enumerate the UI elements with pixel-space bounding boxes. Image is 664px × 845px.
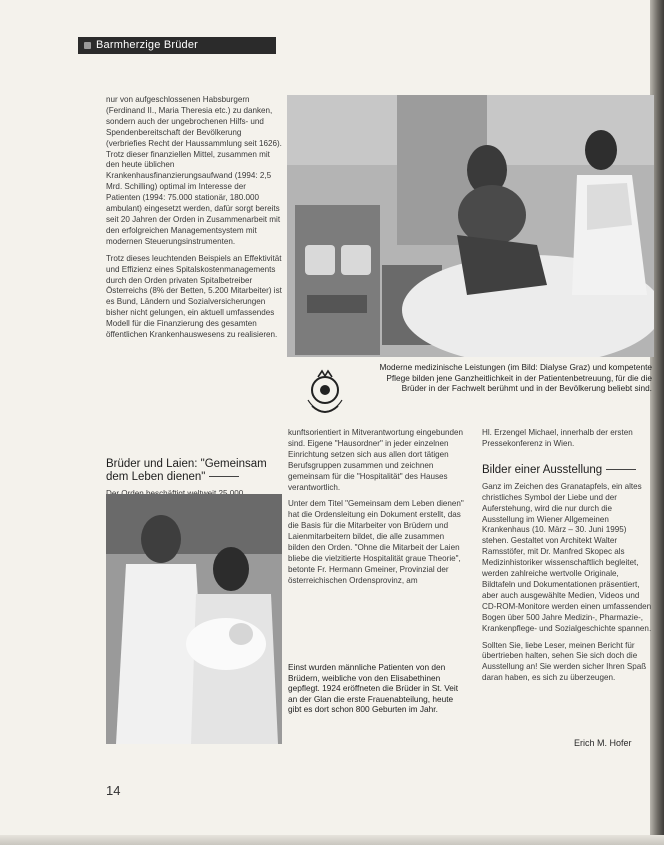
page-number: 14 (106, 783, 121, 798)
paragraph: Unter dem Titel "Gemeinsam dem Leben dienen" hat die Ordensleitung ein Dokument erstellt, das die Basis für die Mitarbeiter von Brüdern und Laienmitarbeitern bildet, die alle zusammen bilden den Orden. "Ohne die Mitarbeit der Laien bliebe die vielzitierte Hospitalität graue Theorie", betonte Fr. Hermann Gmeiner, Provinzial der österreichischen Ordensprovinz, am (288, 499, 464, 585)
author-signature: Erich M. Hofer (574, 738, 632, 748)
section-heading: Bilder einer Ausstellung (482, 464, 654, 477)
section-heading: Brüder und Laien: "Gemeinsam dem Leben dienen" (106, 458, 267, 483)
page-bottom-shadow (0, 835, 664, 845)
paragraph: Trotz dieses leuchtenden Beispiels an Effektivität und Effizienz eines Spitalskostenmanagements durch den Orden privaten Spitalbetreiber Österreichs (8% der Betten, 5.200 Mitarbeiter) ist es Bund, Ländern und Sozialversicherungen bisher nicht gelungen, ein aktuell umfassendes Modell für die Finanzierung des gesamten öffentlichen Krankenhauswesens zu realisieren. (106, 253, 282, 340)
paragraph: nur von aufgeschlossenen Habsburgern (Ferdinand II., Maria Theresia etc.) zu danken, sondern auch der ungebrochenen Hilfs- und Spendenbereitschaft der Bevölkerung (verbriefies Recht der Haussammlung seit 1626). Trotz dieser finanziellen Mittel, zusammen mit den heute üblichen Krankenhausfinanzierungsaufwand (1994: 2,5 Mrd. Schilling) optimal im Interesse der Patienten (1994: 75.000 stationär, 180.000 ambulant) eingesetzt werden, dafür sorgt bereits seit 20 Jahren der Orden in Zusammenarbeit mit den erfolgreichen Managementsystem mit modernen Steuerungsinstrumenten. (106, 95, 282, 246)
header-marker-icon (84, 42, 91, 49)
column-2-text (288, 428, 466, 593)
section-header (78, 37, 276, 54)
section-header-title: Barmherzige Brüder (96, 39, 199, 51)
paragraph: Sollten Sie, liebe Leser, meinen Bericht für übertrieben halten, sehen Sie sich doch die Ausstellung an! Sie werden sicher Ihren Spaß daran haben, es sich zu überzeugen. (482, 640, 647, 683)
paragraph: kunftsorientiert in Mitverantwortung eingebunden sind. Eigene "Hausordner" in jeder einzelnen Einrichtung setzen sich aus allen dort tätigen Berufsgruppen zusammen und zeichnen gemeinsam für die "Hospitalität" des Hauses verantwortlich. (288, 428, 464, 492)
column-1-text (106, 95, 282, 347)
dialysis-photo (287, 95, 654, 357)
photo-caption-bottom: Einst wurden männliche Patienten von den Brüdern, weibliche von den Elisabethinen gepflegt. 1924 eröffneten die Brüder in St. Veit an der Glan die erste Frauenabteilung, heute gibt es dort schon 800 Geburten im Jahr. (288, 662, 459, 714)
photo-caption-top: Moderne medizinische Leistungen (im Bild: Dialyse Graz) und kompetente Pflege bilden jene Ganzheitlichkeit in der Patientenbetreuung, für die die Brüder in der Fachwelt berühmt und in der Bevölkerung beliebt sind. (379, 362, 652, 393)
paragraph: Hl. Erzengel Michael, innerhalb der ersten Pressekonferenz in Wien. (482, 428, 633, 448)
nurses-baby-photo (106, 494, 282, 744)
column-3-text (482, 428, 654, 690)
pomegranate-emblem-icon (298, 366, 352, 420)
paragraph: Ganz im Zeichen des Granatapfels, ein altes christliches Symbol der Liebe und der Auferstehung, wird die nur durch die Ausstellung im Wiener Allgemeinen Krankenhaus (10. März – 30. Juni 1995) stehen. Gestaltet von Architekt Walter Ramsstöfer, mit Dr. Manfred Skopec als Medizinhistoriker wissenschaftlich begleitet, werden zahlreiche wertvolle Originale, Bildtafeln und Dokumentationen präsentiert, aber auch ausgewählte Medien, Videos und CD-ROM-Monitore werden einen umfassenden Bogen über 500 Jahre Medizin-, Pharmazie-, Krankenpflege- und Sozialgeschichte spannen. (482, 481, 652, 633)
